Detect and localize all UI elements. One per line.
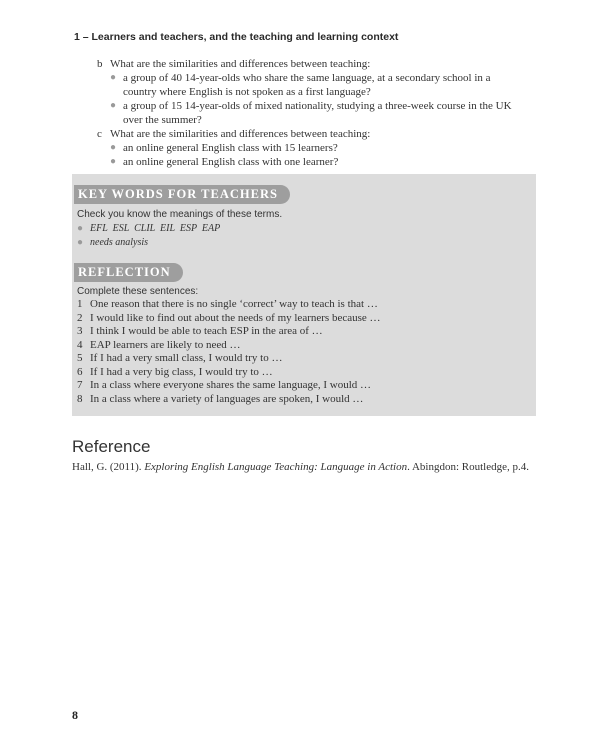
item-number: 3 — [77, 325, 83, 337]
key-words-reflection-box — [72, 174, 536, 416]
reflection-item — [77, 366, 381, 380]
reflection-item — [77, 298, 381, 312]
item-text: I would like to find out about the needs of my learners because … — [90, 311, 381, 324]
key-words-text: needs analysis — [90, 237, 149, 248]
question-bullet — [110, 155, 537, 169]
bullet-icon: ● — [77, 223, 84, 234]
item-text: If I had a very big class, I would try to … — [90, 365, 273, 378]
question-b — [97, 57, 537, 127]
reflection-item — [77, 325, 381, 339]
question-bullet — [110, 99, 537, 127]
reflection-intro: Complete these sentences: — [77, 286, 199, 297]
reflection-item — [77, 379, 381, 393]
item-number: 6 — [77, 365, 83, 378]
key-words-heading: KEY WORDS FOR TEACHERS — [74, 185, 290, 204]
bullet-line: an online general English class with one learner? — [123, 156, 339, 168]
bullet-line: a group of 15 14-year-olds of mixed nationality, studying a three-week course in the UK — [123, 100, 512, 112]
reflection-item — [77, 393, 381, 407]
bullet-icon: ● — [110, 142, 117, 153]
question-bullet — [110, 141, 537, 155]
bullet-line: country where English is not spoken as a first language? — [123, 86, 371, 98]
reflection-item — [77, 339, 381, 353]
item-text: I think I would be able to teach ESP in the area of … — [90, 325, 323, 337]
running-head: 1 – Learners and teachers, and the teaching and learning context — [74, 31, 399, 43]
reflection-list — [77, 298, 381, 406]
reflection-item — [77, 352, 381, 366]
reference-title: Exploring English Language Teaching: Language in Action — [144, 461, 408, 473]
reference-citation — [72, 461, 529, 473]
item-number: 1 — [77, 298, 83, 310]
question-c — [97, 127, 537, 169]
item-number: 4 — [77, 338, 83, 351]
question-text: What are the similarities and differences between teaching: — [110, 128, 371, 140]
bullet-icon: ● — [110, 156, 117, 167]
reference-heading: Reference — [72, 437, 151, 456]
item-number: 2 — [77, 311, 83, 324]
reflection-item — [77, 312, 381, 326]
bullet-line: over the summer? — [123, 114, 202, 126]
reflection-heading: REFLECTION — [74, 263, 183, 282]
item-text: EAP learners are likely to need … — [90, 338, 241, 351]
question-text: What are the similarities and differences between teaching: — [110, 58, 371, 70]
discussion-questions — [97, 57, 537, 169]
key-words-item — [77, 222, 220, 236]
item-text: In a class where everyone shares the same language, I would … — [90, 379, 372, 391]
key-words-list — [77, 222, 220, 250]
bullet-icon: ● — [77, 237, 84, 248]
item-text: If I had a very small class, I would try to … — [90, 352, 283, 364]
key-words-item — [77, 236, 220, 250]
bullet-line: an online general English class with 15 learners? — [123, 142, 338, 154]
bullet-line: a group of 40 14-year-olds who share the same language, at a secondary school in a — [123, 72, 491, 84]
question-bullet — [110, 71, 537, 99]
key-words-intro: Check you know the meanings of these terms. — [77, 209, 283, 220]
item-number: 7 — [77, 379, 83, 391]
key-words-text: EFL ESL CLIL EIL ESP EAP — [90, 223, 221, 234]
item-number: 5 — [77, 352, 83, 364]
reference-author: Hall, G. (2011). — [72, 461, 145, 473]
question-letter: c — [97, 128, 102, 140]
page-number: 8 — [72, 708, 78, 722]
bullet-icon: ● — [110, 100, 117, 111]
bullet-icon: ● — [110, 72, 117, 83]
item-text: In a class where a variety of languages are spoken, I would … — [90, 392, 364, 405]
item-number: 8 — [77, 392, 83, 405]
question-letter: b — [97, 58, 103, 70]
item-text: One reason that there is no single ‘correct’ way to teach is that … — [90, 298, 378, 310]
reference-publisher: . Abingdon: Routledge, p.4. — [407, 461, 530, 473]
